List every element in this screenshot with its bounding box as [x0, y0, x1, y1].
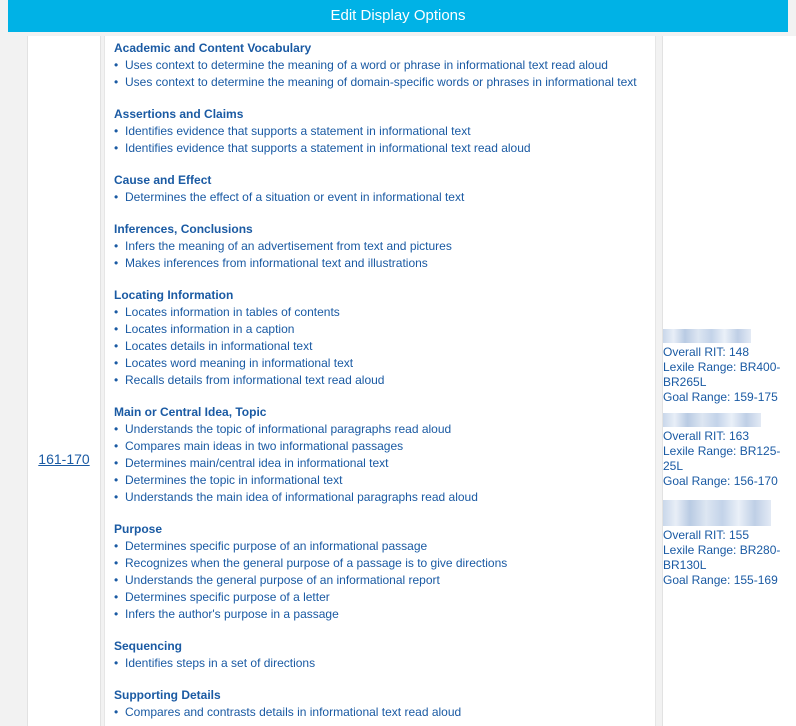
skill-item [114, 572, 655, 589]
skill-item [114, 189, 655, 206]
skill-text: Identifies steps in a set of directions [125, 656, 316, 670]
redacted-student-name [663, 329, 751, 343]
bullet-icon: • [114, 58, 119, 72]
overall-rit: Overall RIT: 148 [663, 345, 750, 359]
skill-item [114, 489, 655, 506]
edit-display-options-button[interactable]: Edit Display Options [8, 0, 788, 32]
overall-rit: Overall RIT: 163 [663, 429, 750, 443]
skill-item [114, 455, 655, 472]
category-title: Assertions and Claims [114, 107, 244, 121]
bullet-icon: • [114, 590, 119, 604]
skill-item [114, 338, 655, 355]
skill-text: Compares main ideas in two informational passages [125, 439, 404, 453]
bullet-icon: • [114, 141, 119, 155]
skill-category [114, 521, 655, 623]
skill-text: Locates information in a caption [125, 322, 295, 336]
skill-text: Identifies evidence that supports a statement in informational text [125, 124, 471, 138]
skill-text: Compares and contrasts details in informational text read aloud [125, 705, 462, 719]
lexile-range-cont: 25L [663, 459, 684, 473]
skill-category [114, 172, 655, 206]
bullet-icon: • [114, 607, 119, 621]
bullet-icon: • [114, 239, 119, 253]
bullet-icon: • [114, 322, 119, 336]
skill-text: Locates word meaning in informational text [125, 356, 354, 370]
skill-item [114, 472, 655, 489]
skill-item [114, 606, 655, 623]
skill-text: Determines specific purpose of an informational passage [125, 539, 428, 553]
student-card [663, 413, 796, 489]
skill-item [114, 304, 655, 321]
skill-text: Determines the effect of a situation or event in informational text [125, 190, 465, 204]
skill-text: Understands the general purpose of an informational report [125, 573, 440, 587]
skill-item [114, 238, 655, 255]
skill-item [114, 140, 655, 157]
lexile-range: Lexile Range: BR280- [663, 543, 781, 557]
bullet-icon: • [114, 422, 119, 436]
skill-item [114, 589, 655, 606]
skill-text: Makes inferences from informational text and illustrations [125, 256, 428, 270]
lexile-range-cont: BR265L [663, 375, 707, 389]
bullet-icon: • [114, 556, 119, 570]
skill-text: Infers the author's purpose in a passage [125, 607, 339, 621]
redacted-student-name [663, 500, 771, 526]
category-title: Cause and Effect [114, 173, 212, 187]
lexile-range: Lexile Range: BR125- [663, 444, 781, 458]
skill-item [114, 421, 655, 438]
skill-category [114, 404, 655, 506]
student-card [663, 329, 796, 405]
skill-text: Infers the meaning of an advertisement from text and pictures [125, 239, 452, 253]
skills-column [104, 36, 656, 726]
bullet-icon: • [114, 339, 119, 353]
goal-range: Goal Range: 159-175 [663, 390, 778, 404]
skill-text: Understands the topic of informational paragraphs read aloud [125, 422, 452, 436]
skill-item [114, 555, 655, 572]
skill-category [114, 221, 655, 272]
range-column [27, 36, 101, 726]
students-column [662, 36, 796, 726]
skill-text: Locates details in informational text [125, 339, 313, 353]
goal-range: Goal Range: 155-169 [663, 573, 778, 587]
overall-rit: Overall RIT: 155 [663, 528, 750, 542]
skill-item [114, 123, 655, 140]
bullet-icon: • [114, 490, 119, 504]
bullet-icon: • [114, 124, 119, 138]
bullet-icon: • [114, 705, 119, 719]
skill-text: Locates information in tables of contents [125, 305, 340, 319]
skill-item [114, 655, 655, 672]
bullet-icon: • [114, 256, 119, 270]
bullet-icon: • [114, 356, 119, 370]
bullet-icon: • [114, 539, 119, 553]
skill-category [114, 106, 655, 157]
bullet-icon: • [114, 190, 119, 204]
range-link[interactable]: 161-170 [38, 451, 90, 467]
category-title: Main or Central Idea, Topic [114, 405, 267, 419]
category-title: Purpose [114, 522, 163, 536]
skill-text: Recognizes when the general purpose of a passage is to give directions [125, 556, 508, 570]
bullet-icon: • [114, 573, 119, 587]
student-card [663, 500, 796, 588]
category-title: Supporting Details [114, 688, 221, 702]
skill-text: Understands the main idea of informational paragraphs read aloud [125, 490, 478, 504]
skill-item [114, 355, 655, 372]
bullet-icon: • [114, 456, 119, 470]
skill-text: Determines specific purpose of a letter [125, 590, 330, 604]
skill-item [114, 372, 655, 389]
redacted-student-name [663, 413, 761, 427]
bullet-icon: • [114, 373, 119, 387]
skill-text: Recalls details from informational text read aloud [125, 373, 385, 387]
category-title: Sequencing [114, 639, 183, 653]
bullet-icon: • [114, 439, 119, 453]
skill-text: Identifies evidence that supports a statement in informational text read aloud [125, 141, 531, 155]
skill-item [114, 255, 655, 272]
skill-item [114, 538, 655, 555]
category-title: Academic and Content Vocabulary [114, 41, 312, 55]
skill-category [114, 638, 655, 672]
lexile-range: Lexile Range: BR400- [663, 360, 781, 374]
skill-item [114, 704, 655, 721]
goal-range: Goal Range: 156-170 [663, 474, 778, 488]
category-title: Inferences, Conclusions [114, 222, 253, 236]
skill-item [114, 74, 655, 91]
skill-item [114, 57, 655, 74]
skill-item [114, 321, 655, 338]
skill-text: Uses context to determine the meaning of a word or phrase in informational text read aloud [125, 58, 608, 72]
skill-category [114, 287, 655, 389]
skill-category [114, 687, 655, 721]
skill-item [114, 438, 655, 455]
bullet-icon: • [114, 656, 119, 670]
skill-text: Uses context to determine the meaning of domain-specific words or phrases in informational text [125, 75, 637, 89]
bullet-icon: • [114, 75, 119, 89]
bullet-icon: • [114, 473, 119, 487]
bullet-icon: • [114, 305, 119, 319]
category-title: Locating Information [114, 288, 234, 302]
lexile-range-cont: BR130L [663, 558, 707, 572]
skill-category [114, 40, 655, 91]
skill-text: Determines the topic in informational text [125, 473, 343, 487]
skill-text: Determines main/central idea in informational text [125, 456, 389, 470]
